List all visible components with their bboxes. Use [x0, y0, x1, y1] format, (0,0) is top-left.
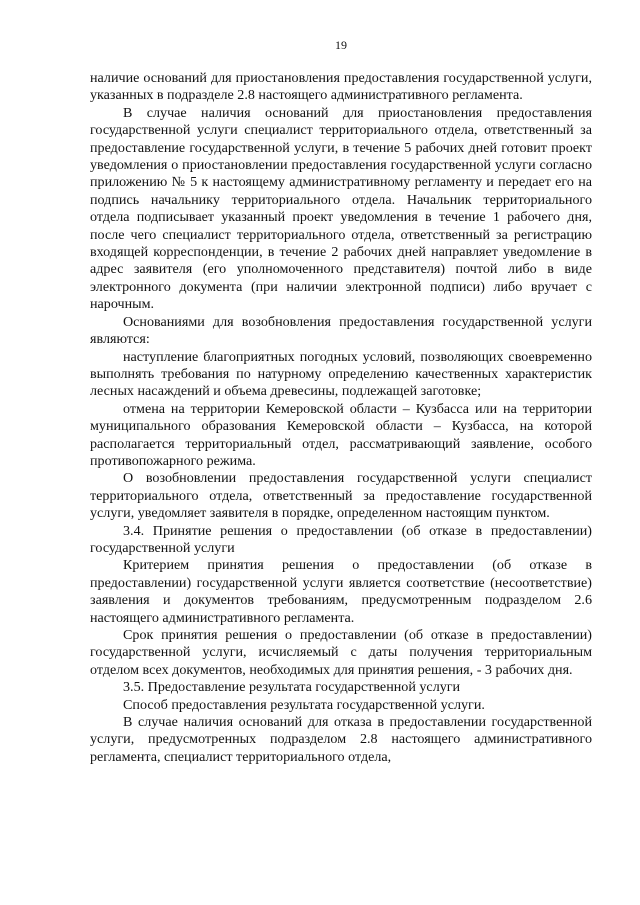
paragraph: наличие оснований для приостановления предоставления государственной услуги, указанных в подразделе 2.8 настоящего административного регламента. [90, 70, 592, 104]
list-item: отмена на территории Кемеровской области – Кузбасса или на территории муниципального образования Кемеровской области – Кузбасса, на которой располагается территориальный отдел, рассматривающий заявление, особого противопожарного режима. [90, 400, 592, 469]
section-heading: 3.4. Принятие решения о предоставлении (об отказе в предоставлении) государственной услуги [90, 522, 592, 556]
document-body [90, 70, 592, 766]
paragraph: В случае наличия оснований для приостановления предоставления государственной услуги специалист территориального отдела, ответственный за предоставление государственной услуги, в течение 5 рабочих дней готовит проект уведомления о приостановлении предоставления государственной услуги согласно приложению № 5 к настоящему административному регламенту и передает его на подпись начальнику территориального отдела. Начальник территориального отдела подписывает указанный проект уведомления в течение 1 рабочего дня, после чего специалист территориального отдела, ответственный за регистрацию входящей корреспонденции, в течение 2 рабочих дней направляет уведомление в адрес заявителя (его уполномоченного представителя) почтой либо в виде электронного документа (при наличии электронной подписи) либо вручает с нарочным. [90, 104, 592, 313]
paragraph: Срок принятия решения о предоставлении (об отказе в предоставлении) государственной услуги, исчисляемый с даты получения территориальным отделом всех документов, необходимых для принятия решения, - 3 рабочих дня. [90, 627, 592, 678]
page-number: 19 [335, 38, 347, 52]
paragraph: Критерием принятия решения о предоставлении (об отказе в предоставлении) государственной услуги является соответствие (несоответствие) заявления и документов требованиям, предусмотренным подразделом 2.6 настоящего административного регламента. [90, 557, 592, 626]
paragraph: В случае наличия оснований для отказа в предоставлении государственной услуги, предусмотренных подразделом 2.8 настоящего административного регламента, специалист территориального отдела, [90, 714, 592, 765]
paragraph: Способ предоставления результата государственной услуги. [123, 696, 485, 713]
section-heading: 3.5. Предоставление результата государственной услуги [123, 679, 461, 696]
list-item: наступление благоприятных погодных условий, позволяющих своевременно выполнять требования по натурному определению качественных характеристик лесных насаждений и объема древесины, подлежащей заготовке; [90, 348, 592, 400]
paragraph: О возобновлении предоставления государственной услуги специалист территориального отдела, ответственный за предоставление государственной услуги, уведомляет заявителя в порядке, определенном настоящим пунктом. [90, 470, 592, 522]
paragraph: Основаниями для возобновления предоставления государственной услуги являются: [90, 313, 592, 348]
